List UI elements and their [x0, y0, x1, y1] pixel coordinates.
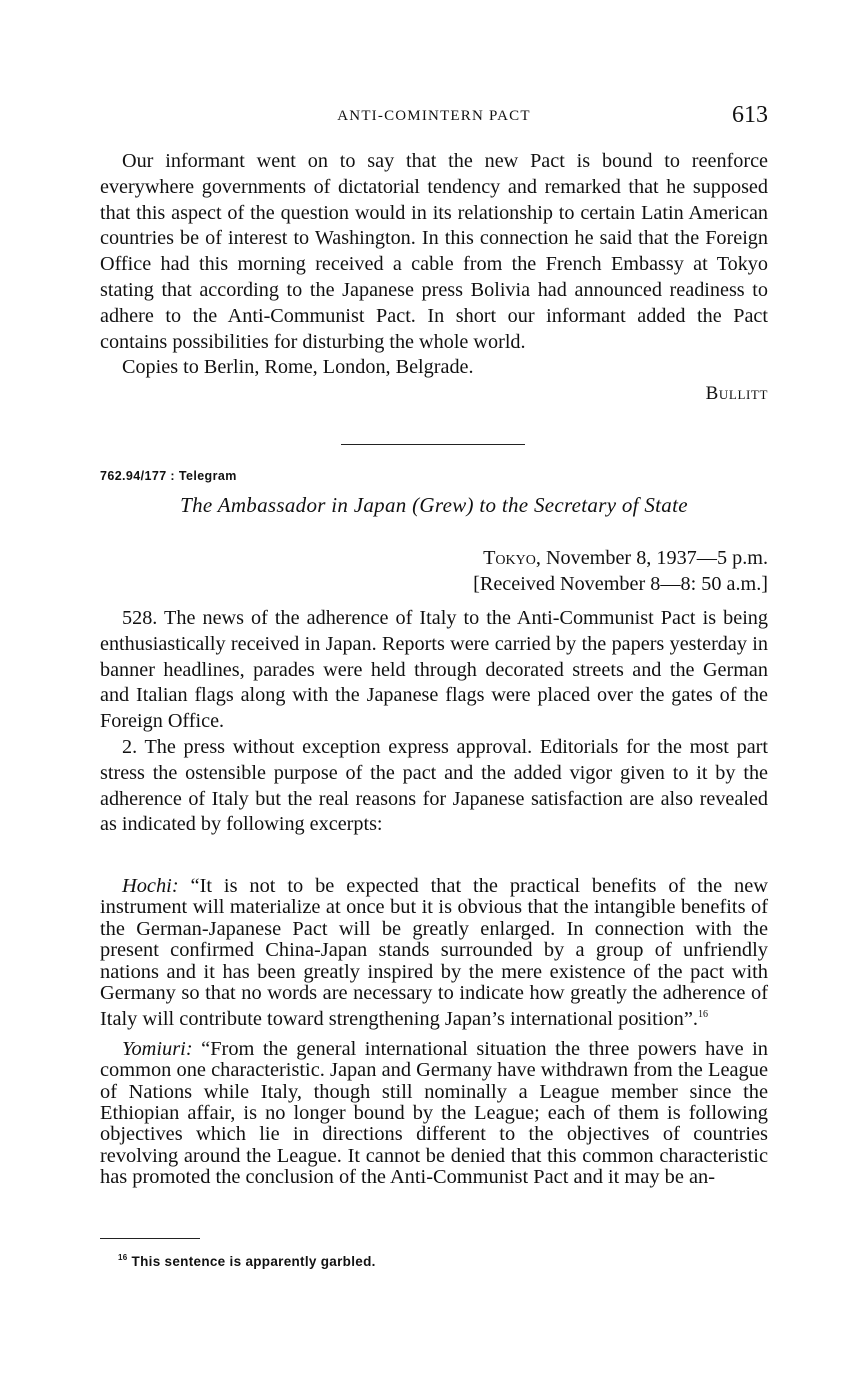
telegram-body: [100, 606, 768, 838]
paragraph-528: 528. The news of the adherence of Italy to the Anti-Communist Pact is being enthusiastically received in Japan. Reports were carried by the papers yesterday in banner headlines, parades were held through decorated streets and the German and Italian flags along with the Japanese flags were placed over the gates of the Foreign Office.: [100, 607, 768, 733]
received-line: [Received November 8—8: 50 a.m.]: [473, 572, 768, 595]
footnote-reference: 16: [698, 1009, 708, 1021]
footnote-mark: 16: [118, 1253, 128, 1262]
running-head: [100, 102, 768, 132]
footnote: [118, 1253, 376, 1269]
signature: Bullitt: [705, 383, 768, 405]
page-number: 613: [732, 102, 768, 128]
running-title: ANTI-COMINTERN PACT: [337, 108, 531, 124]
footnote-text: This sentence is apparently garbled.: [127, 1254, 376, 1269]
document-heading: The Ambassador in Japan (Grew) to the Secretary of State: [180, 493, 688, 517]
excerpt-text: “It is not to be expected that the practical benefits of the new instrument will materialize at once but it is obvious that the intangible benefits of the German-Japanese Pact will be greatly enlarged. In connection with the present confirmed China-Japan stands surrounded by a group of unfriendly nations and it has been greatly inspired by the mere existence of the pact with Germany so that no words are necessary to indicate how greatly the adherence of Italy will contribute toward strengthening Japan’s international position”.: [100, 875, 768, 1031]
sent-date: , November 8, 1937—5 p.m.: [535, 547, 768, 569]
excerpt-yomiuri: [100, 1039, 768, 1189]
excerpt-source: Yomiuri:: [122, 1037, 193, 1060]
copies-line: Copies to Berlin, Rome, London, Belgrade.: [122, 356, 474, 379]
intro-section: [100, 149, 768, 407]
section-divider: [341, 444, 525, 445]
sent-line: [100, 546, 768, 572]
excerpt-hochi: [100, 876, 768, 1031]
intro-paragraph: Our informant went on to say that the new Pact is bound to reenforce everywhere governments of dictatorial tendency and remarked that he supposed that this aspect of the question would in its relationship to certain Latin American countries be of interest to Washington. In this connection he said that the Foreign Office had this morning received a cable from the French Embassy at Tokyo stating that according to the Japanese press Bolivia had announced readiness to adhere to the Anti-Communist Pact. In short our informant added the Pact contains possibilities for disturbing the whole world.: [100, 150, 768, 353]
place: Tokyo: [483, 547, 536, 569]
footnote-rule: [100, 1238, 200, 1239]
excerpt-source: Hochi:: [122, 875, 179, 897]
excerpt-text: “From the general international situation the three powers have in common one characteristic. Japan and Germany have withdrawn from the League of Nations while Italy, though still nominally a League member since the Ethiopian affair, is no longer bound by the League; each of them is following objectives which lie in directions different to the objectives of countries revolving around the League. It cannot be denied that this common characteristic has promoted the conclusion of the Anti-Communist Pact and it may be an-: [100, 1037, 768, 1189]
file-reference: 762.94/177 : Telegram: [100, 469, 237, 483]
press-excerpts: [100, 876, 768, 1189]
dateline: [100, 546, 768, 598]
paragraph-2: 2. The press without exception express approval. Editorials for the most part stress the ostensible purpose of the pact and the added vigor given to it by the adherence of Italy but the real reasons for Japanese satisfaction are also revealed as indicated by following excerpts:: [100, 735, 768, 836]
